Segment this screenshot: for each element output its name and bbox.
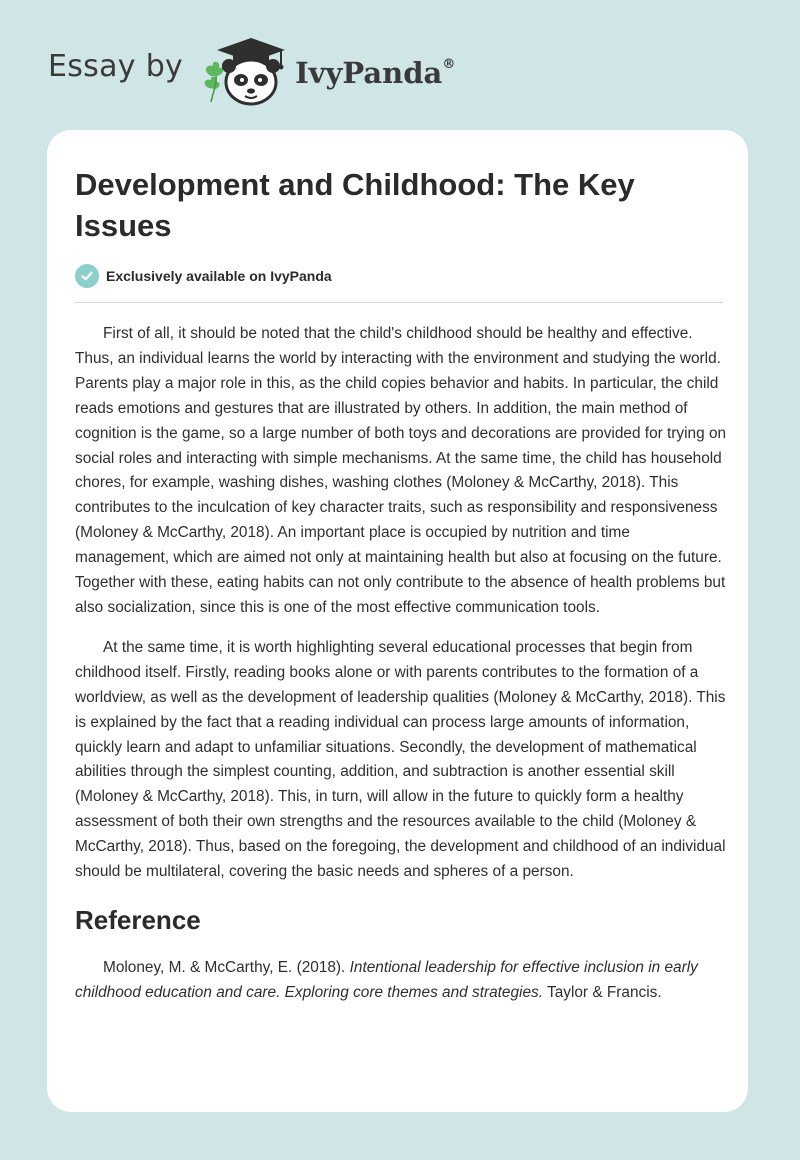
divider	[75, 302, 723, 303]
article-body	[75, 322, 727, 1021]
panda-logo-icon	[199, 36, 291, 108]
reference-title: Intentional leadership for effective inclusion in early childhood education and care. Exploring core themes and strategies.	[75, 958, 698, 1001]
registered-mark: ®	[442, 57, 456, 73]
paragraph: First of all, it should be noted that the child's childhood should be healthy and effective. Thus, an individual learns the world by interacting with the environment and studying the world. Parents play a major role in this, as the child copies behavior and habits. In particular, the child reads emotions and gestures that are illustrated by others. In addition, the main method of cognition is the game, so a large number of both toys and decorations are provided for trying on social roles and interacting with simple mechanisms. At the same time, the child has household chores, for example, washing dishes, washing clothes (Moloney & McCarthy, 2018). This contributes to the inculcation of key character traits, such as responsibility and responsiveness (Moloney & McCarthy, 2018). An important place is occupied by nutrition and time management, which are aimed not only at maintaining health but also at focusing on the future. Together with these, eating habits can not only contribute to the absence of health problems but also socialization, since this is one of the most effective communication tools.	[75, 325, 727, 616]
reference-entry	[75, 956, 727, 1006]
paragraph: At the same time, it is worth highlighting several educational processes that begin from childhood itself. Firstly, reading books alone or with parents contributes to the formation of a worldview, as well as the development of leadership qualities (Moloney & McCarthy, 2018). This is explained by the fact that a reading individual can process large amounts of information, quickly learn and adapt to unfamiliar situations. Secondly, the development of mathematical abilities through the simplest counting, addition, and subtraction is another essential skill (Moloney & McCarthy, 2018). This, in turn, will allow in the future to quickly form a healthy assessment of both their own strengths and the resources available to the child (Moloney & McCarthy, 2018). Thus, based on the foregoing, the development and childhood of an individual should be multilateral, covering the basic needs and spheres of a person.	[75, 638, 726, 881]
brand-header	[48, 34, 455, 110]
brand-name-text: IvyPanda	[295, 56, 443, 90]
page-title: Development and Childhood: The Key Issues	[75, 167, 635, 243]
reference-authors: Moloney, M. & McCarthy, E. (2018).	[103, 958, 346, 976]
exclusive-badge	[75, 264, 332, 288]
brand-name	[295, 56, 455, 90]
essay-by-label: Essay by	[48, 48, 184, 84]
article-card	[47, 130, 748, 1112]
exclusive-label: Exclusively available on IvyPanda	[106, 268, 332, 284]
reference-publisher: Taylor & Francis.	[547, 983, 662, 1001]
checkmark-icon	[75, 264, 99, 288]
reference-heading: Reference	[75, 904, 201, 935]
